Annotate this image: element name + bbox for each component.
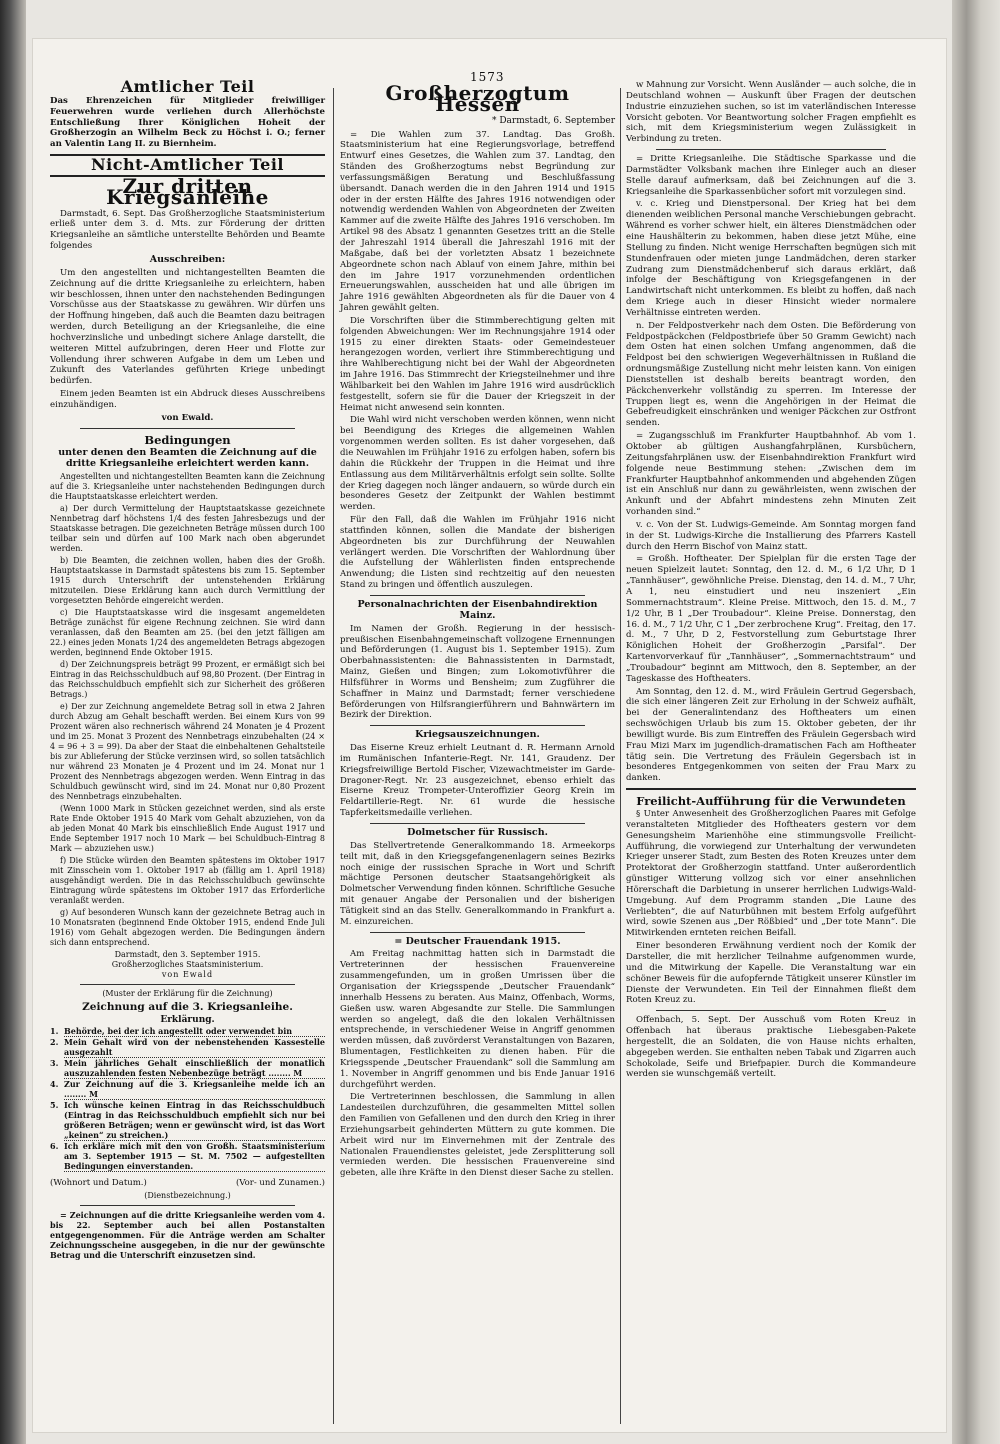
signature-name: (Vor- und Zunamen.)	[235, 1177, 325, 1188]
form-item-number: 6.	[50, 1140, 59, 1151]
hoftheater-article-2: Am Sonntag, den 12. d. M., wird Fräulein Gertrud Gegersbach, die sich einer längeren Zeit zur Erholung in der Schweiz aufhält, bei der Generalintendanz des Hoftheaters um einen sechswöchigen Urlaub bis zum 15. Oktober gebeten, der ihr bewilligt wurde. Bis zum Eintreffen des Fräulein Gegersbach wird Frau Mizi Marx im jugendlich-dramatischen Fach am Hoftheater tätig sein. Die Vertretung des Fräulein Gegersbach ist in besonderes Entgegenkommen von seiten der Frau Marx zu danken.	[626, 686, 916, 784]
bedingungen-intro: Angestellten und nichtangestellten Beamten kann die Zeichnung auf die 3. Kriegsanleihe unter nachstehenden Bedingungen durch die Hauptstaatskasse erleichtert werden.	[50, 472, 325, 502]
bedingung-f: f) Die Stücke würden den Beamten spätestens im Oktober 1917 mit Zinsschein vom 1. Oktober 1917 ab (fällig am 1. April 1918) ausgehändigt werden. Die in das Reichsschuldbuch gewünschte Eintragung würde spätestens im Oktober 1917 das Erforderliche veranlaßt werden.	[50, 856, 325, 906]
bedingungen-heading: Bedingungen	[144, 432, 231, 447]
scan-edge-right	[952, 0, 1000, 1444]
column-1	[50, 77, 325, 1262]
frauendank-text-2: Die Vertreterinnen beschlossen, die Sammlung in allen Landesteilen durchzuführen, die gesammelten Mittel sollen den Familien von Gefallenen und den durch den Krieg in ihrer Erziehungsarbeit gehinderten Müttern zu gute kommen. Die Arbeit wird nur im Einvernehmen mit der Zentrale des Nationalen Frauendienstes geleistet, jede Zersplitterung soll vermieden werden. Die hessischen Frauenvereine sind gebeten, alle ihre Kräfte in den Dienst dieser Sache zu stellen.	[340, 1092, 615, 1179]
divider	[656, 1010, 886, 1011]
bedingungen-date: Darmstadt, den 3. September 1915.	[114, 950, 261, 960]
divider	[656, 149, 886, 150]
kriegsauszeichnungen-heading: Kriegsauszeichnungen.	[415, 729, 540, 741]
form-item	[50, 1079, 325, 1100]
bedingung-e-example: (Wenn 1000 Mark in Stücken gezeichnet werden, sind als erste Rate Ende Oktober 1915 40 Mark vom Gehalt abzuziehen, von da ab jeden Monat 40 Mark bis einschließlich Ende August 1917 und Ende September 1917 noch 10 Mark — bei Schuldbuch-Eintrag 8 Mark — abzuziehen usw.)	[50, 804, 325, 854]
bedingung-c: c) Die Hauptstaatskasse wird die insgesamt angemeldeten Beträge zunächst für eigene Rechnung zeichnen. Sie wird dann veranlassen, daß den Beamten am 25. (bei den jetzt fälligen am 22.) eines jeden Monats 1/24 des angemeldeten Betrags abgezogen werden, beginnend Ende Oktober 1915.	[50, 608, 325, 658]
form-item-number: 2.	[50, 1036, 59, 1047]
mahnung-article: w Mahnung zur Vorsicht. Wenn Ausländer — auch solche, die in Deutschland wohnen — Auskunft über Fragen der deutschen Industrie einzuziehen suchen, so ist im vaterländischen Interesse Vorsicht geboten. Vor Beantwortung solcher Fragen empfiehlt es sich, mit dem Kriegsministerium wegen Zulässigkeit in Verbindung zu treten.	[626, 80, 916, 145]
kriegsauszeichnungen-text: Das Eiserne Kreuz erhielt Leutnant d. R. Hermann Arnold im Rumänischen Infanterie-Regt. Nr. 141, Graudenz. Der Kriegsfreiwillige Bertold Fischer, Vizewachtmeister im Garde-Dragoner-Regt. Nr. 23 ausgezeichnet, ebenso erhielt das Eiserne Kreuz Trompeter-Unteroffizier Georg Krein im Feldartillerie-Regt. Nr. 61 wurde die hessische Tapferkeitsmedaille verliehen.	[340, 743, 615, 819]
form-item	[50, 1026, 325, 1037]
zeichnung-heading: Zeichnung auf die 3. Kriegsanleihe.	[82, 1001, 293, 1014]
feldpost-article: n. Der Feldpostverkehr nach dem Osten. Die Beförderung von Feldpostpäckchen (Feldpostbriefe über 50 Gramm Gewicht) nach dem Osten hat einen solchen Umfang angenommen, daß die Feldpost bei den schwierigen Wegeverhältnissen in Rußland die ordnungsmäßige Zustellung nicht mehr leisten kann. Von einigen Dienststellen ist deshalb bereits beantragt worden, den Päckchenverkehr vollständig zu sperren. Im Interesse der Truppen liegt es, wenn die Angehörigen in der Heimat die Gebefreudigkeit einschränken und weniger Päckchen zur Ostfront senden.	[626, 320, 916, 429]
divider	[370, 823, 585, 824]
scan-edge-left	[0, 0, 26, 1444]
bedingung-e: e) Der zur Zeichnung angemeldete Betrag soll in etwa 2 Jahren durch Abzug am Gehalt beschafft werden. Bei einem Kurs von 99 Prozent wären also rechnerisch während 24 Monaten je 4 Prozent und im 25. Monat 3 Prozent des Nennbetrags einzubehalten (24 × 4 = 96 + 3 = 99). Da aber der Staat die einbehaltenen Gehaltsteile bis zur Ablieferung der Stücke verzinsen wird, so sollen tatsächlich nur während 23 Monaten je 4 Prozent und im 24. Monat nur 1 Prozent des Nennbetrags abgezogen werden. Wenn Eintrag in das Schuldbuch gewünscht wird, sind im 24. Monat nur 0,80 Prozent des Nennbetrags einzubehalten.	[50, 702, 325, 802]
form-item-text: Ich wünsche keinen Eintrag in das Reichsschuldbuch (Eintrag in das Reichsschuldbuch empfiehlt sich nur bei größeren Beträgen; wenn er gewünscht wird, ist das Wort „keinen“ zu streichen.)	[64, 1099, 325, 1140]
divider	[80, 428, 295, 429]
bedingung-g: g) Auf besonderen Wunsch kann der gezeichnete Betrag auch in 10 Monatsraten (beginnend Ende Oktober 1915, endend Ende Juli 1916) vom Gehalt abgezogen werden. Die Bedingungen ändern sich dann entsprechend.	[50, 908, 325, 948]
frauendank-text: Am Freitag nachmittag hatten sich in Darmstadt die Vertreterinnen der hessischen Frauenvereine zusammengefunden, um in großen Umrissen über die Organisation der Kriegsspende „Deutscher Frauendank“ innerhalb Hessens zu beraten. Aus Mainz, Offenbach, Worms, Gießen usw. waren Abgesandte zur Stelle. Die Sammlungen werden so angelegt, daß die den lokalen Verhältnissen entsprechende, in verschiedener Weise in Angriff genommen werden müssen, daß zuvörderst Veranstaltungen von Bazaren, Blumentagen, Festlichkeiten zu dienen haben. Für die Kriegsspende „Deutscher Frauendank“ soll die Sammlung am 1. November in Angriff genommen und bis Ende Januar 1916 durchgeführt werden.	[340, 949, 615, 1090]
amtlicher-teil-text: Das Ehrenzeichen für Mitglieder freiwilliger Feuerwehren wurde verliehen durch Allerhöchste Entschließung Ihrer Königlichen Hoheit der Großherzogin an Wilhelm Beck zu Höchst i. O.; ferner an Valentin Lang II. zu Biernheim.	[50, 95, 325, 150]
divider	[370, 932, 585, 933]
dateline: * Darmstadt, 6. September	[491, 115, 615, 126]
form-item	[50, 1058, 325, 1079]
divider	[80, 984, 295, 985]
form-item-text: Ich erkläre mich mit den von Großh. Staatsministerium am 3. September 1915 — St. M. 7502 — aufgestellten Bedingungen einverstanden.	[64, 1140, 325, 1171]
amtlicher-teil-heading: Amtlicher Teil	[120, 77, 255, 96]
divider	[370, 595, 585, 596]
bedingungen-subheading: unter denen den Beamten die Zeichnung auf die dritte Kriegsanleihe erleichtert werden kann.	[58, 447, 317, 470]
ausschreiben-signature: von Ewald.	[161, 412, 214, 423]
ausschreiben-text-2: Einem jeden Beamten ist ein Abdruck dieses Ausschreibens einzuhändigen.	[50, 389, 325, 410]
landtag-article-3: Die Wahl wird nicht verschoben werden können, wenn nicht bei Beendigung des Krieges die allgemeinen Wahlen vorgenommen werden sollten. Es ist daher vorgesehen, daß die Neuwahlen im Frühjahr 1916 zu erfolgen haben, sofern bis dahin die Rückkehr der Truppen in die Heimat und ihre Entlassung aus dem Militärverhältnis erfolgt sein sollte. Sollte der Krieg dagegen noch länger andauern, so würde durch ein besonderes Gesetz der Zeitpunkt der Wahlen bestimmt werden.	[340, 415, 615, 513]
form-item-text: Behörde, bei der ich angestellt oder verwendet bin	[64, 1026, 325, 1037]
kriegsanleihe-sparkasse-article: = Dritte Kriegsanleihe. Die Städtische Sparkasse und die Darmstädter Volksbank machen ihre Einleger auch an dieser Stelle darauf aufmerksam, daß bei Zeichnungen auf die 3. Kriegsanleihe die Sparkassenbücher sofort mit vorzulegen sind.	[626, 154, 916, 197]
ausschreiben-text: Um den angestellten und nichtangestellten Beamten die Zeichnung auf die dritte Kriegsanleihe zu erleichtern, haben wir beschlossen, ihnen unter den nachstehenden Bedingungen Vorschüsse aus der Staatskasse zu gewähren. Wir dürfen uns der Hoffnung hingeben, daß auch die Beamten dazu beitragen werden, durch Beteiligung an der Kriegsanleihe, die eine hochverzinsliche und unbedingt sichere Anlage darstellt, die weiteren Mittel aufzubringen, deren Heer und Flotte zur Vollendung ihrer schweren Aufgabe in dem um Leben und Zukunft des Vaterlandes geführten Kriege unbedingt bedürfen.	[50, 267, 325, 387]
freilicht-text-2: Einer besonderen Erwähnung verdient noch der Komik der Darsteller, die mit herzlicher Teilnahme aufgenommen wurde, und die Mitwirkung der Kapelle. Die Veranstaltung war ein schöner Beweis für die aufopfernde Tätigkeit unserer Künstler im Dienste der Verwundeten. Ein Teil der Einnahmen fließt dem Roten Kreuz zu.	[626, 941, 916, 1006]
bedingung-b: b) Die Beamten, die zeichnen wollen, haben dies der Großh. Hauptstaatskasse in Darmstadt spätestens bis zum 15. September 1915 durch Unterschrift der untenstehenden Erklärung mitzuteilen. Diese Erklärung kann auch durch Vermittlung der vorgesetzten Behörde eingereicht werden.	[50, 556, 325, 606]
bedingung-d: d) Der Zeichnungspreis beträgt 99 Prozent, er ermäßigt sich bei Eintrag in das Reichsschuldbuch auf 98,80 Prozent. (Der Eintrag in das Reichsschuldbuch empfiehlt sich zur Sicherheit des größeren Betrags.)	[50, 660, 325, 700]
kriegsanleihe-intro: Darmstadt, 6. Sept. Das Großherzogliche Staatsministerium erließ unter dem 3. d. Mts. zur Förderung der dritten Kriegsanleihe an sämtliche unterstellte Behörden und Beamte folgendes	[50, 208, 325, 252]
column-rule-1	[333, 88, 334, 1424]
hoftheater-article: = Großh. Hoftheater. Der Spielplan für die ersten Tage der neuen Spielzeit lautet: Sonntag, den 12. d. M., 6 1/2 Uhr, D 1 „Tannhäuser“, gewöhnliche Preise. Dienstag, den 14. d. M., 7 Uhr, A 1, neu einstudiert und neu inszeniert „Ein Sommernachtstraum“. Kleine Preise. Mittwoch, den 15. d. M., 7 1/2 Uhr, B 1 „Der Troubadour“. Kleine Preise. Donnerstag, den 16. d. M., 7 1/2 Uhr, C 1 „Der zerbrochene Krug“. Freitag, den 17. d. M., 7 Uhr, D 2, Festvorstellung zum Geburtstage Ihrer Königlichen Hoheit der Großherzogin „Parsifal“. Der Kartenvorverkauf für „Tannhäuser“, „Sommernachtstraum“ und „Troubadour“ beginnt am Mittwoch, den 8. September, an der Tageskasse des Hoftheaters.	[626, 554, 916, 684]
form-item	[50, 1100, 325, 1141]
dolmetscher-heading: Dolmetscher für Russisch.	[407, 827, 548, 838]
freilicht-text: § Unter Anwesenheit des Großherzoglichen Paares mit Gefolge veranstalteten Mitglieder des Hoftheaters gestern vor dem Genesungsheim Marienhöhe eine stimmungsvolle Freilicht-Aufführung, die vorwiegend zur Unterhaltung der verwundeten Krieger unserer Stadt, zum Besten des Roten Kreuzes unter dem Protektorat der Großherzogin stattfand. Unter außerordentlich günstiger Witterung vollzog sich vor einer ansehnlichen Hörerschaft die Darbietung in unserer herrlichen Ludwigs-Wald-Umgebung. Auf dem Programm standen „Die Laune des Verliebten“, die auf Naturbühnen mit bestem Erfolg aufgeführt wird, sowie Szenen aus „Der Rößbied“ und „Der tote Mann“. Die Mitwirkenden ernteten reichen Beifall.	[626, 809, 916, 939]
bedingung-a: a) Der durch Vermittelung der Hauptstaatskasse gezeichnete Nennbetrag darf höchstens 1/4 des festen Jahresbezugs und der Staatskasse betragen. Die gezeichneten Beträge müssen durch 100 teilbar sein und dürfen auf 100 Mark nach oben abgerundet werden.	[50, 504, 325, 554]
form-item-number: 1.	[50, 1025, 59, 1036]
form-item-number: 3.	[50, 1057, 59, 1068]
ludwigs-gemeinde-article: v. c. Von der St. Ludwigs-Gemeinde. Am Sonntag morgen fand in der St. Ludwigs-Kirche die Installierung des Pfarrers Kastell durch den Herrn Bischof von Mainz statt.	[626, 519, 916, 552]
form-item	[50, 1037, 325, 1058]
form-item-text: Mein Gehalt wird von der nebenstehenden Kassestelle ausgezahlt	[64, 1036, 325, 1057]
grossherzogtum-heading: Großherzogtum Hessen	[385, 81, 570, 116]
divider	[626, 788, 916, 790]
erklaerung-heading: Erklärung.	[160, 1015, 215, 1025]
dolmetscher-text: Das Stellvertretende Generalkommando 18. Armeekorps teilt mit, daß in den Kriegsgefangenenlagern seines Bezirks noch einige der russischen Sprache in Wort und Schrift mächtige Personen deutscher Staatsangehörigkeit als Dolmetscher Verwendung finden können. Schriftliche Gesuche mit genauer Angabe der Personalien und der bisherigen Tätigkeit sind an das Stellv. Generalkommando in Frankfurt a. M. einzureichen.	[340, 840, 615, 927]
form-item	[50, 1141, 325, 1172]
dienstpersonal-article: v. c. Krieg und Dienstpersonal. Der Krieg hat bei dem dienenden weiblichen Personal manche Verschiebungen gebracht. Während es vorher schwer hielt, ein älteres Dienstmädchen oder eine Haushälterin zu bekommen, haben diese jetzt Mühe, eine Stellung zu finden. Nicht wenige Herrschaften begnügen sich mit Stundenfrauen oder mieten junge Landmädchen, deren starker Zudrang zum Dienstmädchenberuf sich daraus erklärt, daß infolge der Beschäftigung von Kriegsgefangenen in der Landwirtschaft nicht unterkommen. Es bleibt zu hoffen, daß nach dem Kriege auch in dieser Hinsicht wieder normalere Verhältnisse eintreten werden.	[626, 199, 916, 318]
form-item-text: Zur Zeichnung auf die 3. Kriegsanleihe melde ich an ........ M	[64, 1078, 325, 1099]
bedingungen-ministry: Großherzogliches Staatsministerium.	[111, 960, 264, 970]
column-3	[626, 80, 916, 1082]
column-2	[340, 81, 615, 1181]
form-item-number: 4.	[50, 1078, 59, 1089]
postamt-notice: = Zeichnungen auf die dritte Kriegsanleihe werden vom 4. bis 22. September auch bei allen Postanstalten entgegengenommen. Für die Anträge werden am Schalter Zeichnungsscheine ausgegeben, in die nur der gewünschte Betrag und die Unterschrift einzusetzen sind.	[50, 1209, 325, 1260]
divider	[80, 1205, 295, 1206]
page-number: 1573	[470, 70, 505, 84]
column-rule-2	[620, 88, 621, 1424]
landtag-article: = Die Wahlen zum 37. Landtag. Das Großh. Staatsministerium hat eine Regierungsvorlage, betreffend Entwurf eines Gesetzes, die Wahlen zum 37. Landtag, den Ständen des Großherzogtums nebst Begründung zur verfassungsmäßigen Beratung und Beschlußfassung übersandt. Danach werden die in den Jahren 1914 und 1915 oder in der ersten Hälfte des Jahres 1916 notwendigen oder notwendig werdenden Wahlen von Abgeordneten der Zweiten Kammer auf die zweite Hälfte des Jahres 1916 verschoben. Im Artikel 98 des Absatz 1 genannten Gesetzes tritt an die Stelle der Jahreszahl 1914 überall die Jahreszahl 1916 mit der Maßgabe, daß bei der vorletzten Absatz 1 bezeichnete Abgeordnete schon nach Ablauf von einem Jahre, mithin bei den im Jahre 1917 vorzunehmenden ordentlichen Erneuerungswahlen, ausscheiden hat und alle übrigen im Jahre 1916 gewählten Abgeordneten als für die Dauer von 4 Jahren gewählt gelten.	[340, 129, 615, 314]
form-item-number: 5.	[50, 1099, 59, 1110]
landtag-article-4: Für den Fall, daß die Wahlen im Frühjahr 1916 nicht stattfinden können, sollen die Mandate der bisherigen Abgeordneten bis zur Durchführung der Neuwahlen verlängert werden. Die Vorschriften der Wahlordnung über die Aufstellung der Wählerlisten finden entsprechende Anwendung; die Listen sind rechtzeitig auf den neuesten Stand zu bringen und öffentlich auszulegen.	[340, 515, 615, 591]
personal-text: Im Namen der Großh. Regierung in der hessisch-preußischen Eisenbahngemeinschaft vollzogene Ernennungen und Beförderungen (1. August bis 1. September 1915). Zum Oberbahnassistenten: die Bahnassistenten in Darmstadt, Mainz, Gießen und Bingen; zum Lokomotivführer die Hilfsführer in Worms und Bensheim; zum Zugführer die Schaffner in Mainz und Darmstadt; ferner verschiedene Beförderungen von Hilfsrangierführern und Bahnwärtern im Bezirk der Direktion.	[340, 623, 615, 721]
signature-row	[50, 1178, 325, 1189]
freilicht-heading: Freilicht-Aufführung für die Verwundeten	[636, 794, 906, 809]
bedingungen-signature: von Ewald	[161, 970, 214, 980]
declaration-form	[50, 1026, 325, 1172]
form-item-text: Mein jährliches Gehalt einschließlich der monatlich auszuzahlenden festen Nebenbezüge beträgt ........ M	[64, 1057, 325, 1078]
signature-title: (Dienstbezeichnung.)	[144, 1190, 231, 1200]
muster-caption: (Muster der Erklärung für die Zeichnung)	[102, 989, 273, 999]
personal-heading: Personalnachrichten der Eisenbahndirektion Mainz.	[357, 598, 598, 621]
kriegsanleihe-heading: Zur dritten Kriegsanleihe	[106, 173, 269, 209]
hauptbahnhof-article: = Zugangsschluß im Frankfurter Hauptbahnhof. Ab vom 1. Oktober ab gültigen Aushangfahrplänen, Kursbüchern, Zeitungsfahrplänen usw. der Eisenbahndirektion Frankfurt wird folgende neue Bestimmung stehen: „Zwischen dem im Frankfurter Hauptbahnhof ankommenden und abgehenden Zügen ist ein Anschluß nur dann zu gewährleisten, wenn zwischen der Ankunft und der Abfahrt mindestens zehn Minuten Zeit vorhanden sind.“	[626, 431, 916, 518]
frauendank-heading: = Deutscher Frauendank 1915.	[394, 935, 561, 947]
offenbach-article: Offenbach, 5. Sept. Der Ausschuß vom Roten Kreuz in Offenbach hat überaus praktische Liebesgaben-Pakete hergestellt, die an Soldaten, die von Hause nichts erhalten, abgegeben werden. Sie enthalten neben Tabak und Zigarren auch Schokolade, Seife und Briefpapier. Durch die Kommandeure werden sie wunschgemäß verteilt.	[626, 1015, 916, 1080]
divider	[370, 725, 585, 726]
ausschreiben-heading: Ausschreiben:	[149, 253, 226, 265]
signature-place-date: (Wohnort und Datum.)	[50, 1177, 147, 1188]
landtag-article-2: Die Vorschriften über die Stimmberechtigung gelten mit folgenden Abweichungen: Wer im Rechnungsjahre 1914 oder 1915 zu einer direkten Staats- oder Gemeindesteuer herangezogen worden, verliert ihre Stimmberechtigung und ihre Wahlberechtigung nicht bei der Wahl der Abgeordneten im Jahre 1916. Das Stimmrecht der Kriegsteilnehmer und ihre Wählbarkeit bei den Wahlen im Jahre 1916 wird ausdrücklich festgestellt, sofern sie für die Dauer der Kriegszeit in der Heimat nicht anwesend sein konnten.	[340, 315, 615, 413]
nicht-amtlicher-teil-heading: Nicht-Amtlicher Teil	[91, 155, 284, 175]
